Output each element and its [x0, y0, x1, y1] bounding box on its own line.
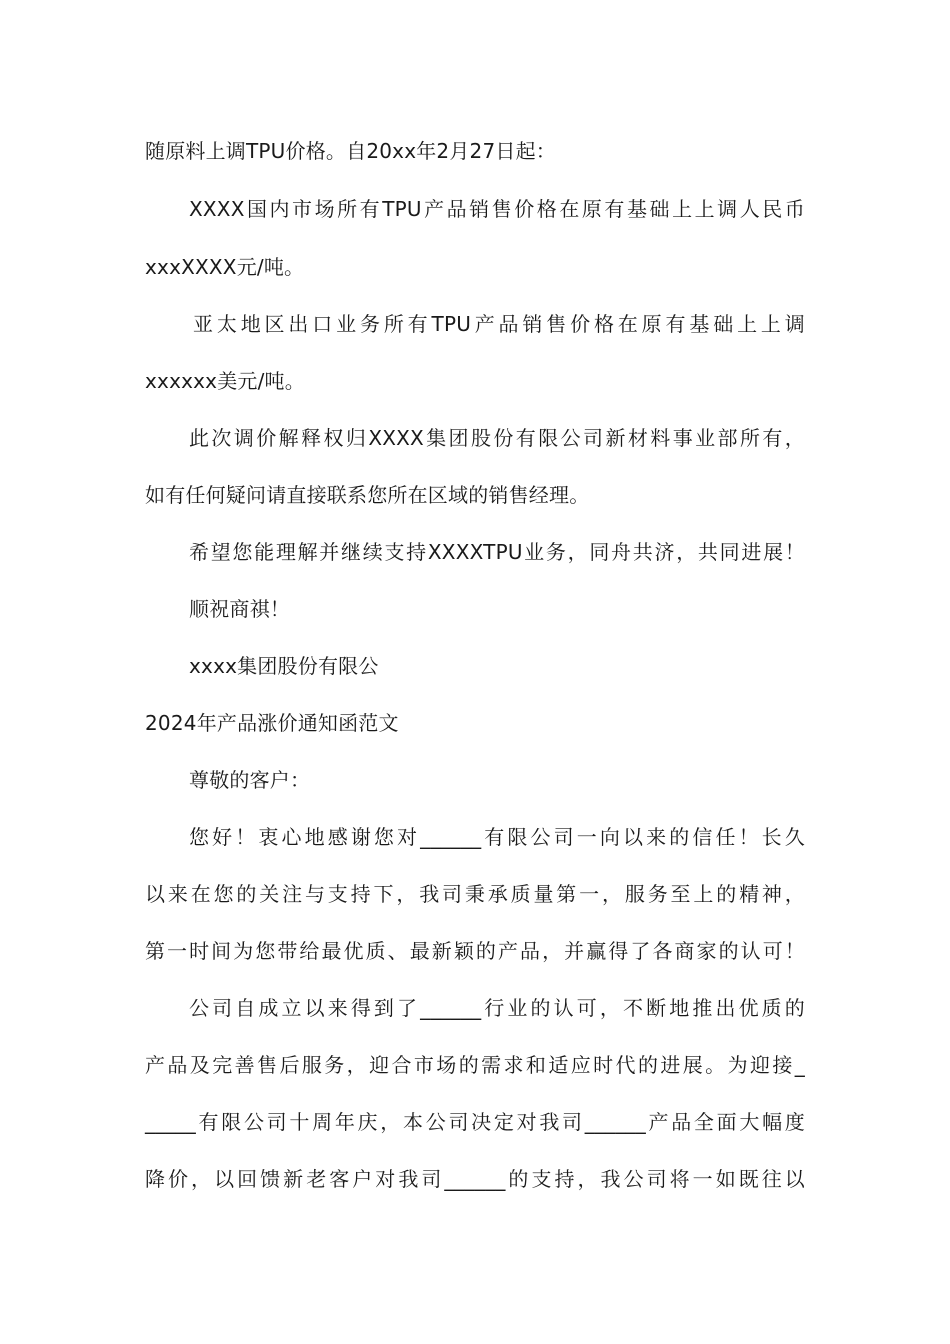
text-line: 以来在您的关注与支持下，我司秉承质量第一，服务至上的精神， — [145, 882, 805, 906]
text-line: 第一时间为您带给最优质、最新颖的产品，并赢得了各商家的认可！ — [145, 939, 805, 963]
text-line: 您好！衷心地感谢您对______有限公司一向以来的信任！长久 — [189, 825, 805, 849]
text-line: xxxxxx美元/吨。 — [145, 369, 305, 393]
text-line: 公司自成立以来得到了______行业的认可，不断地推出优质的 — [189, 996, 805, 1020]
section-title: 2024年产品涨价通知函范文 — [145, 711, 399, 735]
text-line: 希望您能理解并继续支持XXXXTPU业务，同舟共济，共同进展！ — [189, 540, 805, 564]
text-line: xxxx集团股份有限公 — [189, 654, 379, 678]
text-line: 此次调价解释权归XXXX集团股份有限公司新材料事业部所有， — [189, 426, 805, 450]
text-line: 顺祝商祺！ — [189, 597, 290, 621]
salutation: 尊敬的客户： — [189, 768, 311, 792]
text-line: xxxXXXX元/吨。 — [145, 255, 305, 279]
text-line: 降价，以回馈新老客户对我司______的支持，我公司将一如既往以 — [145, 1167, 805, 1191]
text-line: _____有限公司十周年庆，本公司决定对我司______产品全面大幅度 — [145, 1110, 805, 1134]
text-line: 如有任何疑问请直接联系您所在区域的销售经理。 — [145, 483, 590, 507]
text-line: 亚太地区出口业务所有TPU产品销售价格在原有基础上上调 — [193, 312, 805, 336]
text-line: 随原料上调TPU价格。自20xx年2月27日起： — [145, 139, 557, 163]
text-line: 产品及完善售后服务，迎合市场的需求和适应时代的进展。为迎接_ — [145, 1053, 805, 1077]
text-line: XXXX国内市场所有TPU产品销售价格在原有基础上上调人民币 — [189, 197, 805, 221]
